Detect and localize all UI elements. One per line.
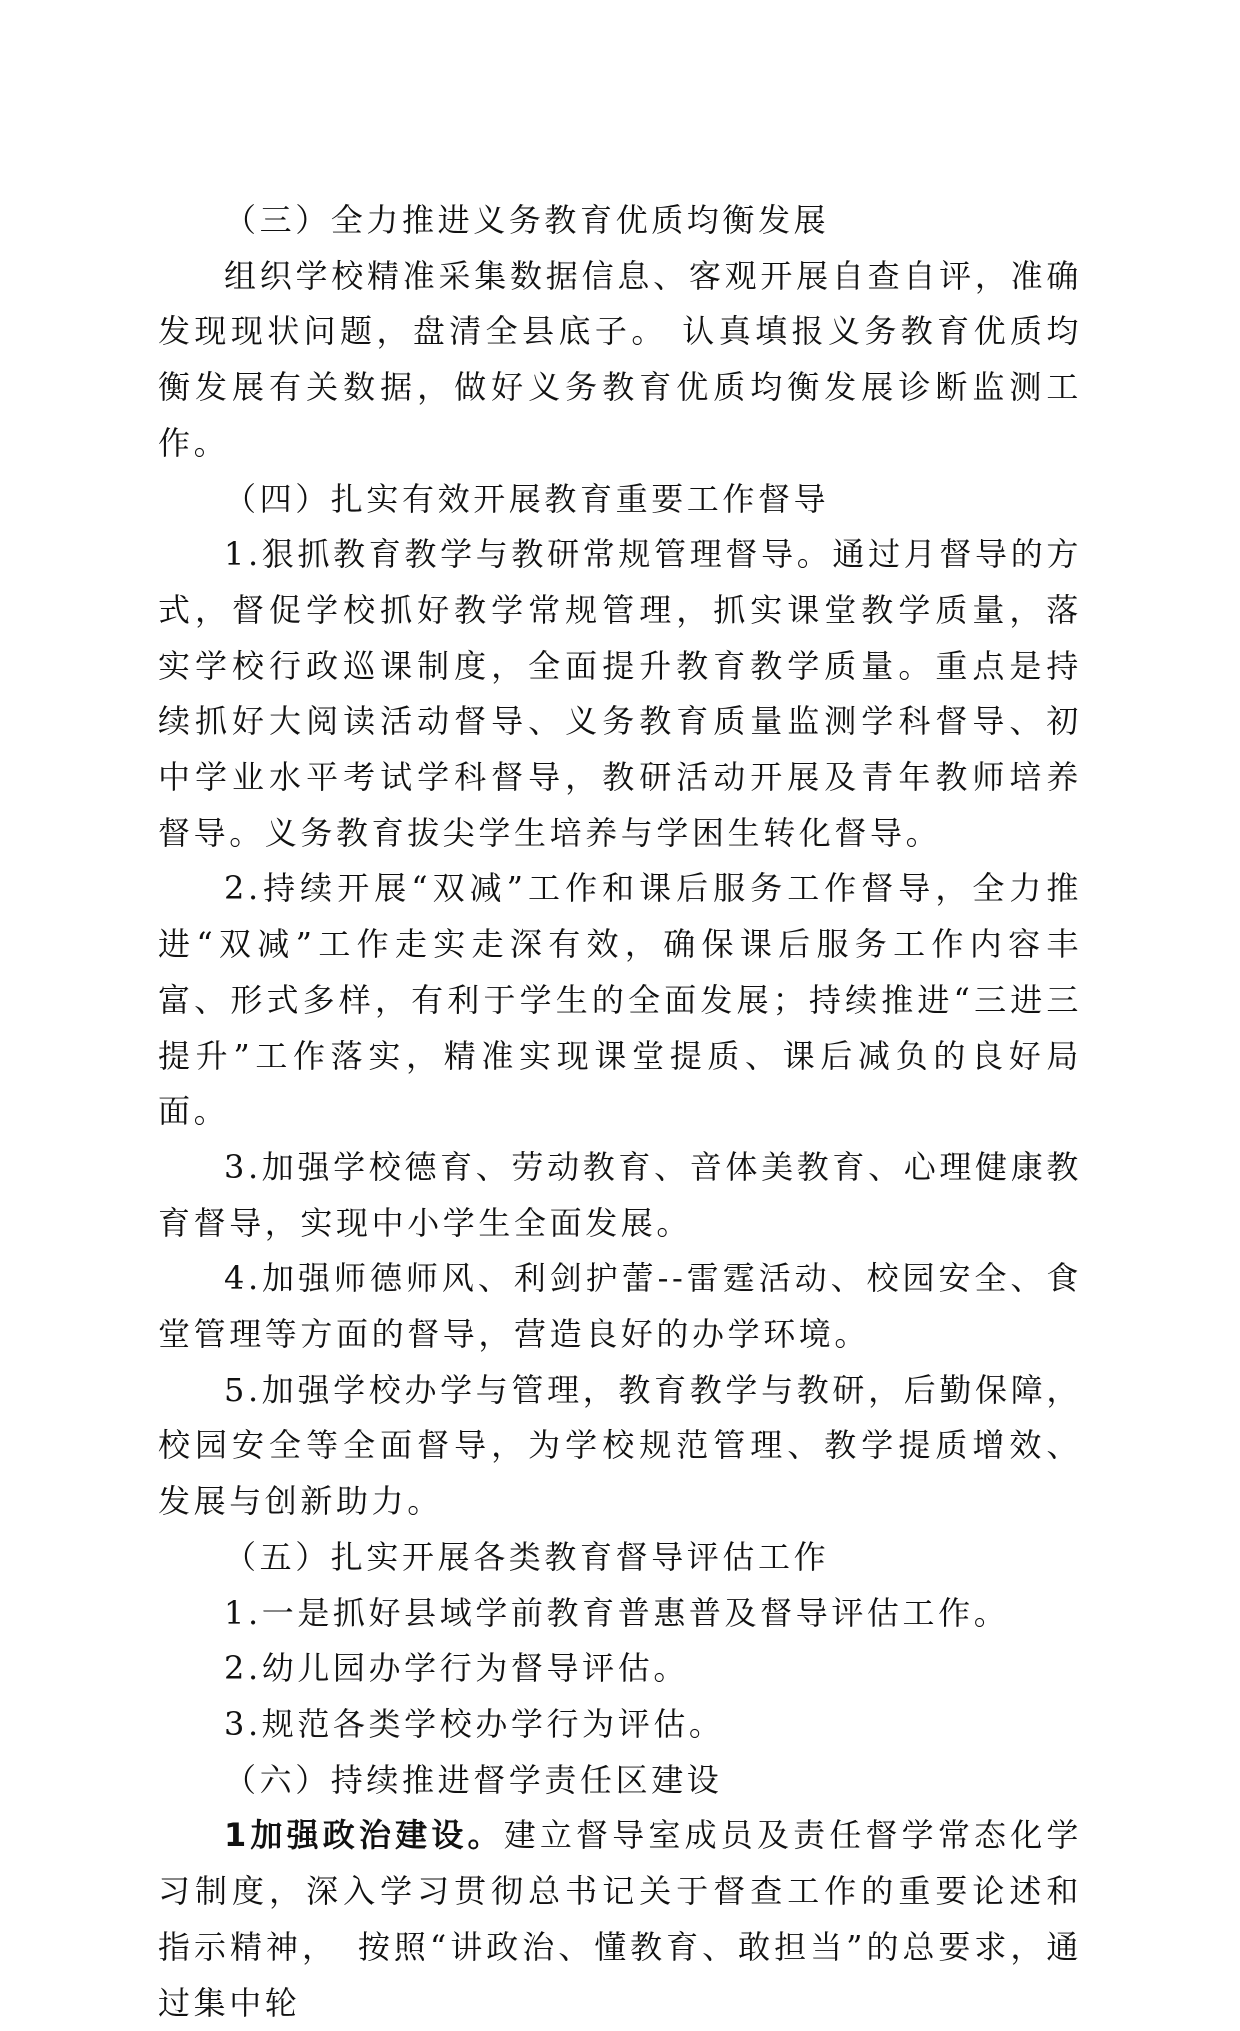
- paragraph: 3.加强学校德育、劳动教育、音体美教育、心理健康教育督导，实现中小学生全面发展。: [158, 1147, 1082, 1242]
- paragraph: 2.幼儿园办学行为督导评估。: [224, 1649, 689, 1688]
- paragraph: 3.规范各类学校办学行为评估。: [224, 1704, 725, 1743]
- paragraph-body: 建立督导室成员及责任督学常态化学习制度，深入学习贯彻总书记关于督查工作的重要论述和指示精神， 按照“讲政治、懂教育、敢担当”的总要求，通过集中轮: [158, 1816, 1082, 2022]
- section-heading-4: （四）扎实有效开展教育重要工作督导: [224, 479, 830, 518]
- paragraph-lead: 1加强政治建设。: [224, 1816, 504, 1855]
- paragraph: 1.狠抓教育教学与教研常规管理督导。通过月督导的方式，督促学校抓好教学常规管理，抓实课堂教学质量，落实学校行政巡课制度，全面提升教育教学质量。重点是持续抓好大阅读活动督导、义务教育质量监测学科督导、初中学业水平考试学科督导，教研活动开展及青年教师培养督导。义务教育拔尖学生培养与学困生转化督导。: [158, 535, 1082, 852]
- paragraph: 组织学校精准采集数据信息、客观开展自查自评，准确发现现状问题，盘清全县底子。 认真填报义务教育优质均衡发展有关数据，做好义务教育优质均衡发展诊断监测工作。: [158, 256, 1082, 462]
- section-heading-6: （六）持续推进督学责任区建设: [224, 1760, 723, 1799]
- paragraph: 2.持续开展“双减”工作和课后服务工作督导，全力推进“双减”工作走实走深有效，确保课后服务工作内容丰富、形式多样，有利于学生的全面发展；持续推进“三进三提升”工作落实，精准实现课堂提质、课后减负的良好局面。: [158, 869, 1082, 1131]
- section-heading-3: （三）全力推进义务教育优质均衡发展: [224, 201, 830, 239]
- paragraph: 1.一是抓好县域学前教育普惠普及督导评估工作。: [224, 1593, 1010, 1632]
- section-heading-5: （五）扎实开展各类教育督导评估工作: [224, 1537, 830, 1576]
- paragraph: 4.加强师德师风、利剑护蕾--雷霆活动、校园安全、食堂管理等方面的督导，营造良好的办学环境。: [158, 1259, 1082, 1354]
- paragraph: 5.加强学校办学与管理，教育教学与教研，后勤保障，校园安全等全面督导，为学校规范管理、教学提质增效、发展与创新助力。: [158, 1370, 1082, 1521]
- paragraph: [158, 1808, 1082, 2031]
- document-page: [158, 193, 1082, 2031]
